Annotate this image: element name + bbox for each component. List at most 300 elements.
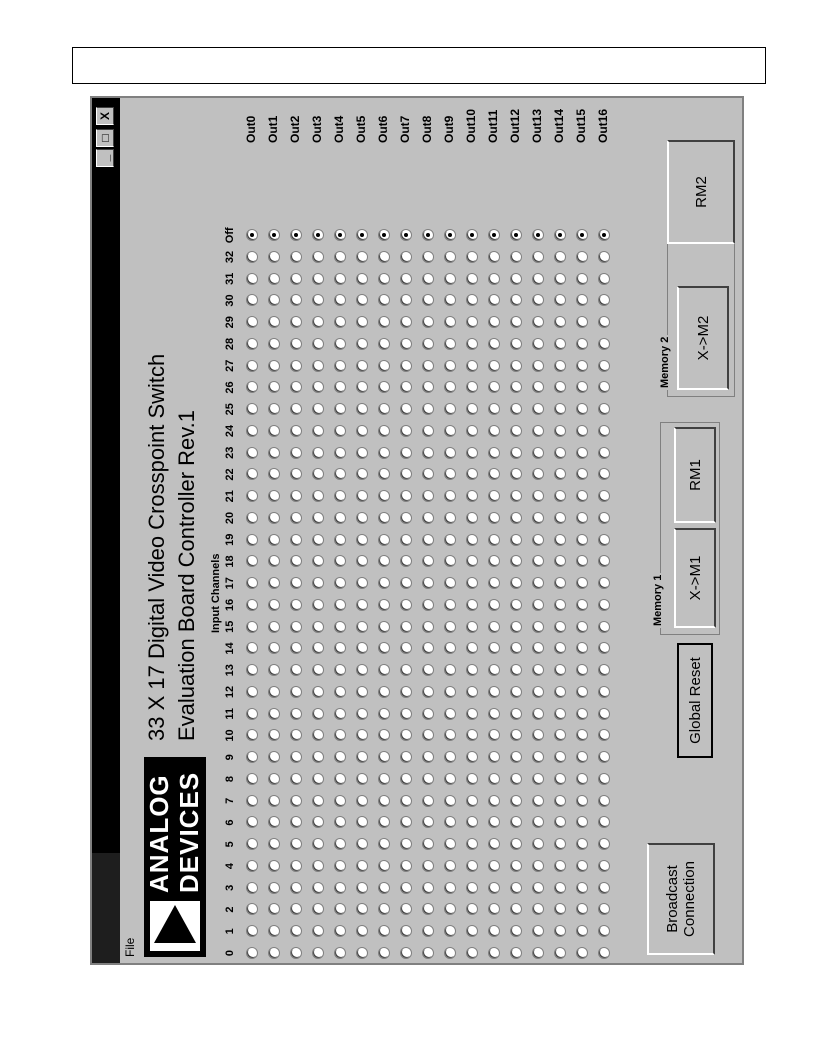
crosspoint-radio[interactable] [268, 556, 280, 568]
crosspoint-radio[interactable] [400, 882, 412, 894]
crosspoint-radio[interactable] [246, 904, 258, 916]
crosspoint-radio[interactable] [532, 817, 544, 829]
crosspoint-radio[interactable] [312, 664, 324, 676]
crosspoint-radio[interactable] [576, 860, 588, 872]
crosspoint-radio[interactable] [576, 251, 588, 263]
crosspoint-radio[interactable] [554, 382, 566, 394]
crosspoint-radio[interactable] [466, 817, 478, 829]
crosspoint-radio[interactable] [356, 686, 368, 698]
minimize-button[interactable]: _ [96, 149, 114, 167]
crosspoint-radio[interactable] [400, 295, 412, 307]
crosspoint-radio[interactable] [466, 229, 478, 241]
crosspoint-radio[interactable] [488, 229, 500, 241]
crosspoint-radio[interactable] [488, 621, 500, 633]
crosspoint-radio[interactable] [334, 338, 346, 350]
crosspoint-radio[interactable] [290, 817, 302, 829]
crosspoint-radio[interactable] [378, 708, 390, 720]
crosspoint-radio[interactable] [378, 904, 390, 916]
crosspoint-radio[interactable] [334, 621, 346, 633]
crosspoint-radio[interactable] [422, 229, 434, 241]
crosspoint-radio[interactable] [422, 273, 434, 285]
crosspoint-radio[interactable] [598, 295, 610, 307]
rm1-button[interactable]: RM1 [674, 427, 716, 523]
crosspoint-radio[interactable] [400, 838, 412, 850]
crosspoint-radio[interactable] [312, 860, 324, 872]
crosspoint-radio[interactable] [532, 904, 544, 916]
crosspoint-radio[interactable] [312, 403, 324, 415]
crosspoint-radio[interactable] [598, 621, 610, 633]
crosspoint-radio[interactable] [554, 360, 566, 372]
crosspoint-radio[interactable] [268, 599, 280, 611]
crosspoint-radio[interactable] [466, 425, 478, 437]
crosspoint-radio[interactable] [466, 382, 478, 394]
crosspoint-radio[interactable] [466, 643, 478, 655]
crosspoint-radio[interactable] [554, 730, 566, 742]
crosspoint-radio[interactable] [576, 425, 588, 437]
crosspoint-radio[interactable] [246, 490, 258, 502]
crosspoint-radio[interactable] [312, 469, 324, 481]
crosspoint-radio[interactable] [268, 534, 280, 546]
crosspoint-radio[interactable] [576, 925, 588, 937]
crosspoint-radio[interactable] [290, 251, 302, 263]
crosspoint-radio[interactable] [510, 882, 522, 894]
crosspoint-radio[interactable] [378, 599, 390, 611]
crosspoint-radio[interactable] [400, 730, 412, 742]
crosspoint-radio[interactable] [510, 860, 522, 872]
crosspoint-radio[interactable] [488, 751, 500, 763]
crosspoint-radio[interactable] [576, 447, 588, 459]
crosspoint-radio[interactable] [378, 534, 390, 546]
crosspoint-radio[interactable] [422, 295, 434, 307]
crosspoint-radio[interactable] [576, 556, 588, 568]
crosspoint-radio[interactable] [598, 773, 610, 785]
crosspoint-radio[interactable] [246, 534, 258, 546]
crosspoint-radio[interactable] [246, 664, 258, 676]
crosspoint-radio[interactable] [444, 316, 456, 328]
crosspoint-radio[interactable] [422, 316, 434, 328]
crosspoint-radio[interactable] [510, 817, 522, 829]
crosspoint-radio[interactable] [400, 512, 412, 524]
crosspoint-radio[interactable] [312, 360, 324, 372]
crosspoint-radio[interactable] [598, 534, 610, 546]
crosspoint-radio[interactable] [598, 730, 610, 742]
crosspoint-radio[interactable] [290, 708, 302, 720]
crosspoint-radio[interactable] [554, 403, 566, 415]
crosspoint-radio[interactable] [510, 773, 522, 785]
crosspoint-radio[interactable] [554, 447, 566, 459]
crosspoint-radio[interactable] [598, 447, 610, 459]
crosspoint-radio[interactable] [334, 860, 346, 872]
crosspoint-radio[interactable] [268, 447, 280, 459]
crosspoint-radio[interactable] [466, 295, 478, 307]
crosspoint-radio[interactable] [268, 382, 280, 394]
crosspoint-radio[interactable] [598, 904, 610, 916]
crosspoint-radio[interactable] [510, 534, 522, 546]
crosspoint-radio[interactable] [290, 947, 302, 959]
crosspoint-radio[interactable] [554, 556, 566, 568]
crosspoint-radio[interactable] [444, 229, 456, 241]
crosspoint-radio[interactable] [576, 621, 588, 633]
crosspoint-radio[interactable] [246, 621, 258, 633]
crosspoint-radio[interactable] [444, 643, 456, 655]
crosspoint-radio[interactable] [444, 360, 456, 372]
crosspoint-radio[interactable] [334, 708, 346, 720]
crosspoint-radio[interactable] [334, 947, 346, 959]
crosspoint-radio[interactable] [598, 316, 610, 328]
crosspoint-radio[interactable] [444, 751, 456, 763]
crosspoint-radio[interactable] [466, 838, 478, 850]
crosspoint-radio[interactable] [268, 773, 280, 785]
crosspoint-radio[interactable] [532, 599, 544, 611]
crosspoint-radio[interactable] [444, 730, 456, 742]
crosspoint-radio[interactable] [400, 904, 412, 916]
crosspoint-radio[interactable] [510, 403, 522, 415]
crosspoint-radio[interactable] [576, 338, 588, 350]
crosspoint-radio[interactable] [510, 490, 522, 502]
crosspoint-radio[interactable] [532, 577, 544, 589]
crosspoint-radio[interactable] [444, 599, 456, 611]
crosspoint-radio[interactable] [290, 904, 302, 916]
crosspoint-radio[interactable] [422, 251, 434, 263]
crosspoint-radio[interactable] [488, 708, 500, 720]
crosspoint-radio[interactable] [356, 817, 368, 829]
crosspoint-radio[interactable] [488, 882, 500, 894]
crosspoint-radio[interactable] [466, 795, 478, 807]
crosspoint-radio[interactable] [532, 469, 544, 481]
crosspoint-radio[interactable] [378, 882, 390, 894]
crosspoint-radio[interactable] [246, 708, 258, 720]
crosspoint-radio[interactable] [378, 316, 390, 328]
crosspoint-radio[interactable] [532, 338, 544, 350]
crosspoint-radio[interactable] [268, 795, 280, 807]
crosspoint-radio[interactable] [510, 229, 522, 241]
crosspoint-radio[interactable] [576, 534, 588, 546]
crosspoint-radio[interactable] [290, 469, 302, 481]
crosspoint-radio[interactable] [400, 599, 412, 611]
crosspoint-radio[interactable] [554, 577, 566, 589]
crosspoint-radio[interactable] [422, 708, 434, 720]
crosspoint-radio[interactable] [400, 860, 412, 872]
crosspoint-radio[interactable] [378, 577, 390, 589]
crosspoint-radio[interactable] [268, 730, 280, 742]
crosspoint-radio[interactable] [532, 882, 544, 894]
crosspoint-radio[interactable] [576, 295, 588, 307]
crosspoint-radio[interactable] [422, 599, 434, 611]
crosspoint-radio[interactable] [246, 360, 258, 372]
crosspoint-radio[interactable] [334, 882, 346, 894]
crosspoint-radio[interactable] [356, 251, 368, 263]
crosspoint-radio[interactable] [400, 817, 412, 829]
crosspoint-radio[interactable] [246, 403, 258, 415]
crosspoint-radio[interactable] [510, 947, 522, 959]
crosspoint-radio[interactable] [422, 621, 434, 633]
crosspoint-radio[interactable] [246, 795, 258, 807]
crosspoint-radio[interactable] [268, 882, 280, 894]
crosspoint-radio[interactable] [378, 947, 390, 959]
crosspoint-radio[interactable] [246, 577, 258, 589]
crosspoint-radio[interactable] [378, 817, 390, 829]
crosspoint-radio[interactable] [598, 556, 610, 568]
crosspoint-radio[interactable] [532, 664, 544, 676]
crosspoint-radio[interactable] [290, 229, 302, 241]
crosspoint-radio[interactable] [554, 490, 566, 502]
crosspoint-radio[interactable] [554, 925, 566, 937]
crosspoint-radio[interactable] [334, 229, 346, 241]
crosspoint-radio[interactable] [356, 947, 368, 959]
crosspoint-radio[interactable] [598, 251, 610, 263]
crosspoint-radio[interactable] [466, 708, 478, 720]
crosspoint-radio[interactable] [312, 382, 324, 394]
crosspoint-radio[interactable] [334, 469, 346, 481]
crosspoint-radio[interactable] [312, 751, 324, 763]
crosspoint-radio[interactable] [268, 664, 280, 676]
crosspoint-radio[interactable] [356, 708, 368, 720]
crosspoint-radio[interactable] [532, 795, 544, 807]
crosspoint-radio[interactable] [444, 295, 456, 307]
crosspoint-radio[interactable] [444, 882, 456, 894]
crosspoint-radio[interactable] [400, 490, 412, 502]
crosspoint-radio[interactable] [576, 316, 588, 328]
crosspoint-radio[interactable] [444, 817, 456, 829]
crosspoint-radio[interactable] [312, 251, 324, 263]
crosspoint-radio[interactable] [422, 882, 434, 894]
crosspoint-radio[interactable] [510, 512, 522, 524]
crosspoint-radio[interactable] [510, 838, 522, 850]
crosspoint-radio[interactable] [532, 382, 544, 394]
crosspoint-radio[interactable] [576, 686, 588, 698]
crosspoint-radio[interactable] [554, 621, 566, 633]
crosspoint-radio[interactable] [268, 425, 280, 437]
crosspoint-radio[interactable] [466, 556, 478, 568]
crosspoint-radio[interactable] [312, 425, 324, 437]
crosspoint-radio[interactable] [378, 838, 390, 850]
crosspoint-radio[interactable] [356, 860, 368, 872]
crosspoint-radio[interactable] [290, 447, 302, 459]
crosspoint-radio[interactable] [598, 643, 610, 655]
crosspoint-radio[interactable] [378, 338, 390, 350]
crosspoint-radio[interactable] [400, 925, 412, 937]
crosspoint-radio[interactable] [422, 925, 434, 937]
crosspoint-radio[interactable] [554, 316, 566, 328]
crosspoint-radio[interactable] [268, 577, 280, 589]
crosspoint-radio[interactable] [598, 882, 610, 894]
crosspoint-radio[interactable] [378, 251, 390, 263]
crosspoint-radio[interactable] [312, 229, 324, 241]
crosspoint-radio[interactable] [510, 599, 522, 611]
crosspoint-radio[interactable] [400, 621, 412, 633]
crosspoint-radio[interactable] [312, 838, 324, 850]
crosspoint-radio[interactable] [246, 556, 258, 568]
crosspoint-radio[interactable] [510, 686, 522, 698]
crosspoint-radio[interactable] [378, 273, 390, 285]
crosspoint-radio[interactable] [576, 490, 588, 502]
crosspoint-radio[interactable] [598, 273, 610, 285]
crosspoint-radio[interactable] [488, 534, 500, 546]
crosspoint-radio[interactable] [356, 382, 368, 394]
crosspoint-radio[interactable] [268, 925, 280, 937]
crosspoint-radio[interactable] [312, 512, 324, 524]
crosspoint-radio[interactable] [576, 643, 588, 655]
crosspoint-radio[interactable] [356, 469, 368, 481]
crosspoint-radio[interactable] [268, 469, 280, 481]
crosspoint-radio[interactable] [488, 382, 500, 394]
crosspoint-radio[interactable] [246, 947, 258, 959]
crosspoint-radio[interactable] [466, 664, 478, 676]
crosspoint-radio[interactable] [400, 316, 412, 328]
crosspoint-radio[interactable] [400, 360, 412, 372]
crosspoint-radio[interactable] [444, 904, 456, 916]
crosspoint-radio[interactable] [576, 403, 588, 415]
crosspoint-radio[interactable] [290, 338, 302, 350]
crosspoint-radio[interactable] [356, 425, 368, 437]
crosspoint-radio[interactable] [576, 708, 588, 720]
crosspoint-radio[interactable] [400, 773, 412, 785]
crosspoint-radio[interactable] [576, 273, 588, 285]
crosspoint-radio[interactable] [400, 251, 412, 263]
crosspoint-radio[interactable] [268, 838, 280, 850]
menu-file[interactable]: File [123, 937, 137, 957]
crosspoint-radio[interactable] [246, 447, 258, 459]
crosspoint-radio[interactable] [554, 708, 566, 720]
rm2-button[interactable]: RM2 [667, 140, 735, 244]
crosspoint-radio[interactable] [576, 730, 588, 742]
crosspoint-radio[interactable] [246, 338, 258, 350]
crosspoint-radio[interactable] [598, 664, 610, 676]
crosspoint-radio[interactable] [466, 316, 478, 328]
crosspoint-radio[interactable] [598, 490, 610, 502]
crosspoint-radio[interactable] [334, 751, 346, 763]
crosspoint-radio[interactable] [532, 773, 544, 785]
crosspoint-radio[interactable] [422, 643, 434, 655]
crosspoint-radio[interactable] [444, 664, 456, 676]
crosspoint-radio[interactable] [400, 425, 412, 437]
crosspoint-radio[interactable] [356, 338, 368, 350]
crosspoint-radio[interactable] [378, 556, 390, 568]
crosspoint-radio[interactable] [290, 730, 302, 742]
crosspoint-radio[interactable] [268, 947, 280, 959]
crosspoint-radio[interactable] [554, 751, 566, 763]
crosspoint-radio[interactable] [598, 512, 610, 524]
crosspoint-radio[interactable] [554, 664, 566, 676]
crosspoint-radio[interactable] [576, 773, 588, 785]
crosspoint-radio[interactable] [510, 295, 522, 307]
crosspoint-radio[interactable] [246, 316, 258, 328]
crosspoint-radio[interactable] [268, 512, 280, 524]
crosspoint-radio[interactable] [488, 730, 500, 742]
crosspoint-radio[interactable] [532, 273, 544, 285]
crosspoint-radio[interactable] [334, 251, 346, 263]
crosspoint-radio[interactable] [510, 251, 522, 263]
crosspoint-radio[interactable] [400, 403, 412, 415]
crosspoint-radio[interactable] [598, 599, 610, 611]
crosspoint-radio[interactable] [246, 229, 258, 241]
crosspoint-radio[interactable] [400, 577, 412, 589]
crosspoint-radio[interactable] [444, 947, 456, 959]
crosspoint-radio[interactable] [598, 947, 610, 959]
crosspoint-radio[interactable] [576, 229, 588, 241]
crosspoint-radio[interactable] [290, 295, 302, 307]
crosspoint-radio[interactable] [422, 686, 434, 698]
crosspoint-radio[interactable] [422, 425, 434, 437]
crosspoint-radio[interactable] [246, 860, 258, 872]
crosspoint-radio[interactable] [246, 773, 258, 785]
crosspoint-radio[interactable] [598, 925, 610, 937]
crosspoint-radio[interactable] [290, 664, 302, 676]
crosspoint-radio[interactable] [488, 295, 500, 307]
crosspoint-radio[interactable] [312, 599, 324, 611]
crosspoint-radio[interactable] [268, 229, 280, 241]
crosspoint-radio[interactable] [554, 273, 566, 285]
crosspoint-radio[interactable] [598, 229, 610, 241]
crosspoint-radio[interactable] [356, 360, 368, 372]
crosspoint-radio[interactable] [334, 730, 346, 742]
crosspoint-radio[interactable] [488, 643, 500, 655]
crosspoint-radio[interactable] [356, 838, 368, 850]
crosspoint-radio[interactable] [466, 882, 478, 894]
crosspoint-radio[interactable] [356, 664, 368, 676]
crosspoint-radio[interactable] [510, 556, 522, 568]
crosspoint-radio[interactable] [576, 360, 588, 372]
crosspoint-radio[interactable] [532, 925, 544, 937]
crosspoint-radio[interactable] [444, 534, 456, 546]
crosspoint-radio[interactable] [554, 425, 566, 437]
crosspoint-radio[interactable] [400, 534, 412, 546]
crosspoint-radio[interactable] [510, 664, 522, 676]
crosspoint-radio[interactable] [356, 295, 368, 307]
crosspoint-radio[interactable] [290, 621, 302, 633]
crosspoint-radio[interactable] [488, 403, 500, 415]
crosspoint-radio[interactable] [532, 425, 544, 437]
crosspoint-radio[interactable] [554, 773, 566, 785]
crosspoint-radio[interactable] [598, 403, 610, 415]
crosspoint-radio[interactable] [444, 838, 456, 850]
crosspoint-radio[interactable] [268, 860, 280, 872]
crosspoint-radio[interactable] [400, 469, 412, 481]
crosspoint-radio[interactable] [378, 447, 390, 459]
crosspoint-radio[interactable] [246, 838, 258, 850]
crosspoint-radio[interactable] [466, 577, 478, 589]
crosspoint-radio[interactable] [488, 686, 500, 698]
crosspoint-radio[interactable] [532, 838, 544, 850]
crosspoint-radio[interactable] [576, 947, 588, 959]
crosspoint-radio[interactable] [356, 447, 368, 459]
crosspoint-radio[interactable] [488, 556, 500, 568]
crosspoint-radio[interactable] [488, 664, 500, 676]
crosspoint-radio[interactable] [268, 403, 280, 415]
crosspoint-radio[interactable] [510, 577, 522, 589]
crosspoint-radio[interactable] [312, 708, 324, 720]
crosspoint-radio[interactable] [466, 925, 478, 937]
crosspoint-radio[interactable] [378, 751, 390, 763]
crosspoint-radio[interactable] [400, 643, 412, 655]
crosspoint-radio[interactable] [400, 229, 412, 241]
crosspoint-radio[interactable] [356, 925, 368, 937]
crosspoint-radio[interactable] [488, 773, 500, 785]
crosspoint-radio[interactable] [268, 708, 280, 720]
crosspoint-radio[interactable] [532, 947, 544, 959]
crosspoint-radio[interactable] [444, 708, 456, 720]
crosspoint-radio[interactable] [598, 751, 610, 763]
crosspoint-radio[interactable] [466, 751, 478, 763]
crosspoint-radio[interactable] [488, 577, 500, 589]
crosspoint-radio[interactable] [510, 751, 522, 763]
crosspoint-radio[interactable] [444, 512, 456, 524]
crosspoint-radio[interactable] [312, 925, 324, 937]
crosspoint-radio[interactable] [334, 795, 346, 807]
crosspoint-radio[interactable] [290, 512, 302, 524]
crosspoint-radio[interactable] [466, 904, 478, 916]
crosspoint-radio[interactable] [532, 556, 544, 568]
